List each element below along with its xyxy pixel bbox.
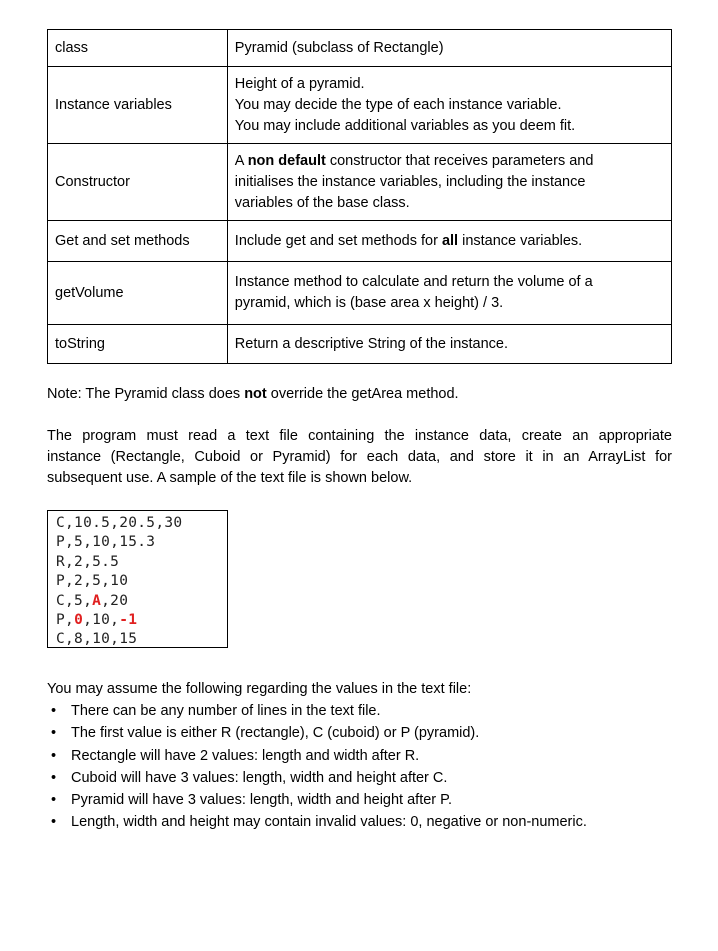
sample-line: P,2,5,10 bbox=[56, 573, 129, 590]
bullet-icon: • bbox=[51, 747, 57, 764]
description-line: Return a descriptive String of the instance. bbox=[234, 335, 509, 352]
invalid-value: 0 bbox=[74, 612, 84, 629]
list-item bbox=[47, 700, 672, 722]
description-line bbox=[235, 151, 664, 172]
table-row-class bbox=[48, 30, 672, 67]
description-line: variables of the base class. bbox=[234, 194, 410, 211]
description-line: Height of a pyramid. bbox=[234, 75, 365, 92]
list-item bbox=[47, 789, 672, 811]
list-item-text: Rectangle will have 2 values: length and width after R. bbox=[71, 747, 420, 764]
text-run: ,20 bbox=[101, 592, 129, 609]
row-description bbox=[227, 144, 671, 221]
description-line: You may decide the type of each instance variable. bbox=[234, 96, 562, 113]
row-label: class bbox=[48, 30, 228, 67]
assumptions-intro: You may assume the following regarding the values in the text file: bbox=[47, 681, 472, 697]
row-label: toString bbox=[48, 325, 228, 364]
instructions-paragraph bbox=[47, 426, 672, 489]
list-item bbox=[47, 722, 672, 744]
bullet-icon: • bbox=[51, 792, 57, 809]
bullet-icon: • bbox=[51, 814, 57, 831]
text-run: Note: The Pyramid class does bbox=[47, 386, 245, 402]
row-label: Instance variables bbox=[48, 67, 228, 144]
table-row-to-string bbox=[48, 325, 672, 364]
invalid-value: -1 bbox=[119, 612, 138, 629]
row-description bbox=[227, 30, 671, 67]
table-row-instance-variables bbox=[48, 67, 672, 144]
paragraph-line: subsequent use. A sample of the text file is shown below. bbox=[47, 470, 413, 486]
text-run: ,10, bbox=[83, 612, 120, 629]
row-description bbox=[227, 325, 671, 364]
text-run: override the getArea method. bbox=[266, 386, 459, 402]
bold-run: not bbox=[244, 386, 267, 402]
list-item-text: Pyramid will have 3 values: length, width and height after P. bbox=[71, 792, 452, 809]
description-line: initialises the instance variables, including the instance bbox=[234, 173, 586, 190]
sample-line: C,8,10,15 bbox=[56, 631, 138, 648]
table-row-get-set-methods bbox=[48, 221, 672, 262]
assumptions-list bbox=[47, 700, 672, 834]
row-label: Get and set methods bbox=[48, 221, 228, 262]
description-line: Pyramid (subclass of Rectangle) bbox=[234, 39, 444, 56]
list-item bbox=[47, 811, 672, 833]
text-run: instance variables. bbox=[458, 232, 583, 249]
row-description bbox=[227, 221, 671, 262]
list-item-text: There can be any number of lines in the text file. bbox=[71, 703, 381, 719]
bold-run: non default bbox=[247, 152, 326, 169]
text-run: A bbox=[234, 152, 248, 169]
sample-line bbox=[56, 592, 227, 611]
description-line: You may include additional variables as you deem fit. bbox=[234, 117, 576, 134]
list-item-text: The first value is either R (rectangle), C (cuboid) or P (pyramid). bbox=[71, 725, 480, 742]
description-line: pyramid, which is (base area x height) / 3. bbox=[234, 295, 504, 311]
description-line bbox=[235, 231, 664, 252]
bullet-icon: • bbox=[51, 725, 57, 742]
paragraph-line: instance (Rectangle, Cuboid or Pyramid) for each data, and store it in an ArrayList for bbox=[47, 449, 672, 465]
bold-run: all bbox=[441, 232, 459, 249]
list-item bbox=[47, 745, 672, 767]
sample-line: R,2,5.5 bbox=[56, 553, 120, 570]
row-label: getVolume bbox=[48, 262, 228, 325]
description-line: Instance method to calculate and return the volume of a bbox=[234, 274, 593, 290]
row-description bbox=[227, 67, 671, 144]
sample-file-box bbox=[47, 510, 228, 648]
pyramid-spec-table bbox=[47, 29, 672, 364]
list-item bbox=[47, 767, 672, 789]
sample-line: P,5,10,15.3 bbox=[56, 534, 156, 551]
row-description bbox=[227, 262, 671, 325]
text-run: Include get and set methods for bbox=[234, 232, 442, 249]
sample-line bbox=[56, 611, 227, 630]
note-text bbox=[47, 384, 672, 405]
list-item-text: Length, width and height may contain invalid values: 0, negative or non-numeric. bbox=[71, 814, 587, 831]
table-row-constructor bbox=[48, 144, 672, 221]
paragraph-line: The program must read a text file containing the instance data, create an appropriate bbox=[47, 428, 672, 444]
table-row-get-volume bbox=[48, 262, 672, 325]
text-run: C,5, bbox=[56, 592, 93, 609]
sample-line: C,10.5,20.5,30 bbox=[56, 515, 183, 531]
list-item-text: Cuboid will have 3 values: length, width and height after C. bbox=[71, 769, 448, 786]
invalid-value: A bbox=[92, 592, 102, 609]
text-run: P, bbox=[56, 612, 75, 629]
row-label: Constructor bbox=[48, 144, 228, 221]
bullet-icon: • bbox=[51, 769, 57, 786]
bullet-icon: • bbox=[51, 703, 57, 719]
text-run: constructor that receives parameters and bbox=[325, 152, 594, 169]
